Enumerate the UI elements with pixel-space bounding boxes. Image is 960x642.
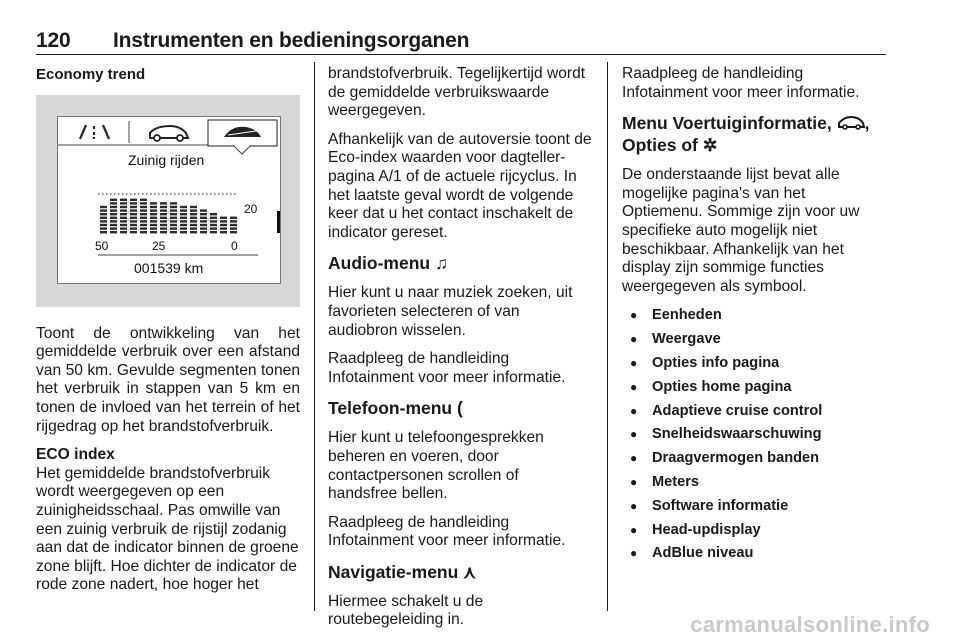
options-list-item: ● Meters: [622, 473, 886, 497]
eco-bar: [170, 202, 177, 233]
navigation-arrow-icon: ⋏: [463, 561, 477, 582]
options-list-item: ● Adaptieve cruise control: [622, 402, 886, 426]
navigation-menu-text: Hiermee schakelt u de routebegeleiding in.: [328, 592, 484, 629]
paragraph-consumption: brandstofverbruik. Tegelijkertijd wordt de gemiddelde verbruikswaarde weergegeven.: [328, 65, 586, 120]
eco-bar: [150, 202, 157, 233]
phone-menu-text: Hier kunt u telefoongesprekken beheren en voeren, door contactpersonen scrollen of handsfree bellen.: [328, 429, 544, 503]
gear-icon: ✲: [702, 135, 718, 156]
eco-bar: [200, 209, 207, 233]
eco-bar: [110, 198, 117, 233]
column-2: [328, 65, 592, 640]
paragraph-eco-index: Afhankelijk van de autoversie toont de Eco-index waarden voor dagteller-pagina A/1 of de actuele rijcyclus. In het laatste geval wordt de volgende keer dat u het contact inschakelt de indicator gereset.: [328, 130, 592, 241]
eco-bar: [140, 198, 147, 233]
economy-trend-figure: [36, 95, 300, 307]
eco-bar-chart: [100, 198, 237, 233]
eco-bar: [210, 213, 217, 233]
scale-label-25: 25: [152, 238, 166, 253]
eco-bar: [130, 198, 137, 233]
music-note-icon: ♫: [434, 253, 449, 274]
column-divider-2: [607, 62, 608, 611]
eco-bar: [190, 205, 197, 233]
display-mode-label: Zuinig rijden: [128, 151, 205, 168]
car-icon: [837, 114, 865, 130]
phone-menu-ref: Raadpleeg de handleiding Infotainment voor meer informatie.: [328, 513, 566, 550]
scale-top-label: 20: [244, 201, 258, 216]
eco-bar: [180, 205, 187, 233]
watermark: carmanualsonline.info: [690, 612, 930, 637]
page-header: [36, 29, 469, 53]
road-icon: [80, 125, 109, 139]
audio-menu-text: Hier kunt u naar muziek zoeken, uit favorieten selecteren of van audiobron wisselen.: [328, 284, 573, 339]
column-3: [622, 65, 886, 568]
options-intro: De onderstaande lijst bevat alle mogelijke pagina's van het Optiemenu. Sommige zijn voor uw specifieke auto mogelijk niet beschikbaar. Afhankelijk van het display zijn sommige functies weergegeven als symbool.: [622, 166, 860, 295]
options-list-item: ● Head-updisplay: [622, 521, 886, 545]
page-title: Instrumenten en bedieningsorganen: [113, 29, 470, 52]
header-rule: [36, 54, 886, 55]
eco-index-title: ECO index: [36, 446, 115, 464]
display-screen: [57, 116, 281, 284]
audio-menu-title: Audio-menu ♫: [328, 253, 449, 274]
audio-menu-ref: Raadpleeg de handleiding Infotainment voor meer informatie.: [328, 350, 566, 386]
eco-bar: [100, 205, 107, 233]
options-list-item: ● Snelheidswaarschuwing: [622, 425, 886, 449]
eco-bar: [230, 216, 237, 233]
page-number: 120: [36, 29, 71, 52]
options-list-item: ● Opties info pagina: [622, 354, 886, 378]
options-list-item: ● AdBlue niveau: [622, 544, 886, 568]
options-list-item: ● Weergave: [622, 330, 886, 354]
economy-display-graphic: [58, 117, 280, 283]
column-1: [36, 66, 300, 605]
options-list-item: ● Eenheden: [622, 306, 886, 330]
scale-label-0: 0: [231, 238, 238, 253]
phone-menu-title: Telefoon-menu (: [328, 398, 463, 419]
eco-bar: [220, 216, 227, 233]
section-title-economy-trend: Economy trend: [36, 66, 146, 83]
options-list: [622, 306, 886, 568]
eco-bar: [160, 202, 167, 233]
options-list-item: ● Opties home pagina: [622, 378, 886, 402]
economy-trend-description: Toont de ontwikkeling van het gemiddelde verbruik over een afstand van 50 km. Gevulde segmenten tonen het verbruik in stappen van 5 km en tonen de invloed van het terrein of het rijgedrag op het brandstofverbruik.: [36, 324, 300, 435]
car-icon: [150, 126, 188, 141]
infotainment-ref: Raadpleeg de handleiding Infotainment voor meer informatie.: [622, 65, 860, 101]
odometer-readout: 001539 km: [134, 259, 204, 276]
options-list-item: ● Software informatie: [622, 497, 886, 521]
phone-icon: (: [457, 398, 463, 419]
vehicle-info-menu-title: Menu Voertuiginformatie, , Opties of ✲: [622, 113, 870, 156]
navigation-menu-title: Navigatie-menu ⋏: [328, 561, 477, 582]
scale-label-50: 50: [95, 238, 109, 253]
eco-leaf-car-icon: [224, 126, 261, 136]
column-divider-1: [314, 62, 315, 611]
eco-bar: [120, 198, 127, 233]
options-list-item: ● Draagvermogen banden: [622, 449, 886, 473]
eco-index-text: Het gemiddelde brandstofverbruik wordt weergegeven op een zuinigheidsschaal. Pas omwille van een zuinig verbruik de rijstijl zodanig aan dat de indicator binnen de groene zone blijft. Hoe dichter de indicator de rode zone nadert, hoe hoger het: [36, 464, 299, 594]
